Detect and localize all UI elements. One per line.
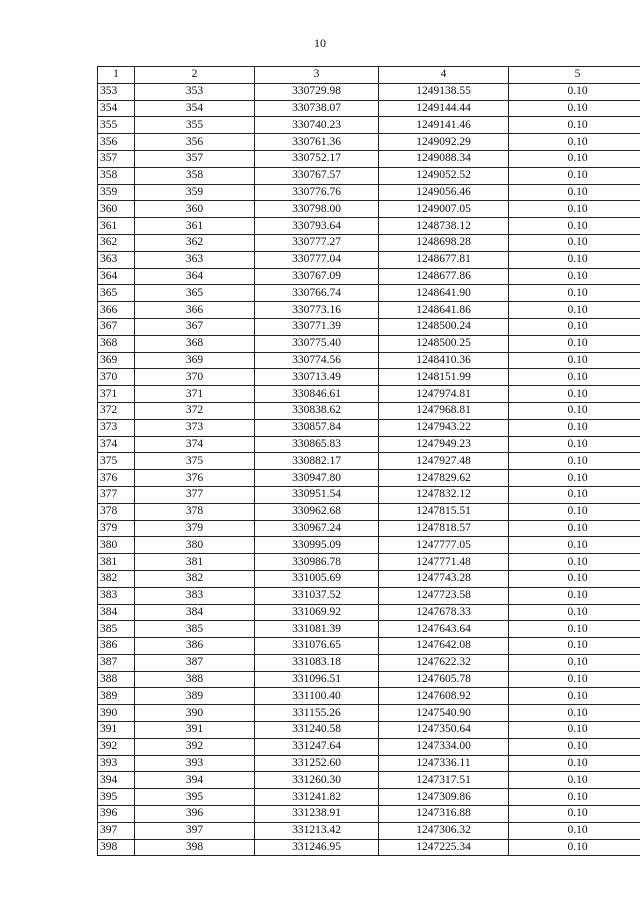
table-cell: 353 <box>98 83 135 100</box>
column-header: 5 <box>509 67 640 84</box>
table-cell: 1247829.62 <box>379 470 509 487</box>
table-cell: 375 <box>98 453 135 470</box>
table-cell: 330798.00 <box>255 201 379 218</box>
table-cell: 385 <box>135 621 255 638</box>
table-cell: 331096.51 <box>255 671 379 688</box>
table-row <box>98 654 640 671</box>
table-row <box>98 755 640 772</box>
table-cell: 361 <box>135 218 255 235</box>
table-cell: 398 <box>98 839 135 856</box>
table-cell: 379 <box>98 520 135 537</box>
table-cell: 374 <box>98 436 135 453</box>
table-cell: 330775.40 <box>255 335 379 352</box>
table-cell: 384 <box>98 604 135 621</box>
table-cell: 391 <box>98 722 135 739</box>
table-cell: 0.10 <box>509 386 640 403</box>
table-cell: 0.10 <box>509 806 640 823</box>
table-cell: 377 <box>98 486 135 503</box>
table-cell: 366 <box>98 302 135 319</box>
table-cell: 0.10 <box>509 83 640 100</box>
table-row <box>98 402 640 419</box>
table-cell: 331252.60 <box>255 755 379 772</box>
table-cell: 0.10 <box>509 436 640 453</box>
table-cell: 331083.18 <box>255 654 379 671</box>
table-cell: 377 <box>135 486 255 503</box>
table-cell: 1248677.86 <box>379 268 509 285</box>
table-cell: 1247771.48 <box>379 554 509 571</box>
table-cell: 372 <box>98 402 135 419</box>
table-cell: 330713.49 <box>255 369 379 386</box>
table-cell: 0.10 <box>509 201 640 218</box>
table-cell: 375 <box>135 453 255 470</box>
table-cell: 0.10 <box>509 302 640 319</box>
table-row <box>98 285 640 302</box>
table-cell: 331155.26 <box>255 705 379 722</box>
table-cell: 1247643.64 <box>379 621 509 638</box>
table-cell: 376 <box>135 470 255 487</box>
table-cell: 0.10 <box>509 621 640 638</box>
table-cell: 331076.65 <box>255 638 379 655</box>
table-cell: 1249092.29 <box>379 134 509 151</box>
table-row <box>98 486 640 503</box>
table-cell: 0.10 <box>509 503 640 520</box>
table-row <box>98 789 640 806</box>
table-row <box>98 268 640 285</box>
table-cell: 0.10 <box>509 234 640 251</box>
table-cell: 363 <box>98 251 135 268</box>
table-cell: 0.10 <box>509 117 640 134</box>
table-cell: 331100.40 <box>255 688 379 705</box>
table-row <box>98 604 640 621</box>
table-cell: 0.10 <box>509 772 640 789</box>
table-cell: 330951.54 <box>255 486 379 503</box>
table-cell: 395 <box>98 789 135 806</box>
table-cell: 330771.39 <box>255 318 379 335</box>
table-row <box>98 470 640 487</box>
column-header: 3 <box>255 67 379 84</box>
table-cell: 392 <box>98 738 135 755</box>
table-cell: 361 <box>98 218 135 235</box>
table-cell: 0.10 <box>509 268 640 285</box>
table-cell: 396 <box>98 806 135 823</box>
table-cell: 389 <box>135 688 255 705</box>
table-cell: 0.10 <box>509 822 640 839</box>
table-cell: 330962.68 <box>255 503 379 520</box>
table-cell: 330967.24 <box>255 520 379 537</box>
table-row <box>98 738 640 755</box>
table-cell: 331037.52 <box>255 587 379 604</box>
table-cell: 1247350.64 <box>379 722 509 739</box>
table-cell: 1248698.28 <box>379 234 509 251</box>
table-cell: 368 <box>135 335 255 352</box>
table-row <box>98 638 640 655</box>
table-cell: 0.10 <box>509 671 640 688</box>
table-cell: 386 <box>98 638 135 655</box>
table-cell: 331069.92 <box>255 604 379 621</box>
table-cell: 356 <box>98 134 135 151</box>
table-cell: 1247968.81 <box>379 402 509 419</box>
table-cell: 370 <box>98 369 135 386</box>
table-cell: 1247943.22 <box>379 419 509 436</box>
table-cell: 1247815.51 <box>379 503 509 520</box>
column-header: 2 <box>135 67 255 84</box>
table-cell: 0.10 <box>509 419 640 436</box>
table-cell: 360 <box>135 201 255 218</box>
table-cell: 1249144.44 <box>379 100 509 117</box>
table-cell: 353 <box>135 83 255 100</box>
table-cell: 384 <box>135 604 255 621</box>
table-row <box>98 806 640 823</box>
column-header: 1 <box>98 67 135 84</box>
column-header: 4 <box>379 67 509 84</box>
table-cell: 1247777.05 <box>379 537 509 554</box>
table-cell: 367 <box>98 318 135 335</box>
table-row <box>98 587 640 604</box>
table-cell: 0.10 <box>509 722 640 739</box>
table-cell: 382 <box>135 570 255 587</box>
table-cell: 0.10 <box>509 134 640 151</box>
table-cell: 357 <box>98 150 135 167</box>
table-cell: 1248641.86 <box>379 302 509 319</box>
table-header-row <box>98 67 640 84</box>
table-cell: 0.10 <box>509 402 640 419</box>
table-cell: 392 <box>135 738 255 755</box>
table-cell: 357 <box>135 150 255 167</box>
table-cell: 330767.09 <box>255 268 379 285</box>
table-cell: 369 <box>98 352 135 369</box>
table-cell: 394 <box>98 772 135 789</box>
table-cell: 1247743.28 <box>379 570 509 587</box>
table-row <box>98 335 640 352</box>
table-cell: 355 <box>98 117 135 134</box>
table-row <box>98 100 640 117</box>
table-row <box>98 234 640 251</box>
table-body <box>98 83 640 856</box>
table-cell: 391 <box>135 722 255 739</box>
table-cell: 0.10 <box>509 755 640 772</box>
table-cell: 330846.61 <box>255 386 379 403</box>
table-cell: 381 <box>98 554 135 571</box>
table-row <box>98 386 640 403</box>
table-row <box>98 302 640 319</box>
table-cell: 330857.84 <box>255 419 379 436</box>
table-cell: 331260.30 <box>255 772 379 789</box>
table-row <box>98 722 640 739</box>
table-cell: 373 <box>98 419 135 436</box>
table-cell: 383 <box>98 587 135 604</box>
table-cell: 1247832.12 <box>379 486 509 503</box>
table-cell: 1247605.78 <box>379 671 509 688</box>
table-cell: 1248151.99 <box>379 369 509 386</box>
table-cell: 330752.17 <box>255 150 379 167</box>
table-row <box>98 167 640 184</box>
table-cell: 0.10 <box>509 570 640 587</box>
table-cell: 398 <box>135 839 255 856</box>
table-cell: 388 <box>98 671 135 688</box>
table-cell: 373 <box>135 419 255 436</box>
table-cell: 370 <box>135 369 255 386</box>
table-cell: 387 <box>98 654 135 671</box>
table-row <box>98 822 640 839</box>
table-cell: 331081.39 <box>255 621 379 638</box>
table-row <box>98 369 640 386</box>
table-cell: 396 <box>135 806 255 823</box>
table-cell: 330838.62 <box>255 402 379 419</box>
table-row <box>98 705 640 722</box>
table-cell: 388 <box>135 671 255 688</box>
table-cell: 371 <box>135 386 255 403</box>
table-cell: 1248677.81 <box>379 251 509 268</box>
coordinates-table <box>97 66 640 856</box>
table-cell: 394 <box>135 772 255 789</box>
table-cell: 330882.17 <box>255 453 379 470</box>
table-cell: 1249052.52 <box>379 167 509 184</box>
table-cell: 365 <box>135 285 255 302</box>
table-cell: 397 <box>135 822 255 839</box>
table-cell: 381 <box>135 554 255 571</box>
table-cell: 1247678.33 <box>379 604 509 621</box>
table-cell: 1247309.86 <box>379 789 509 806</box>
table-cell: 380 <box>135 537 255 554</box>
table-row <box>98 537 640 554</box>
table-cell: 330947.80 <box>255 470 379 487</box>
table-row <box>98 83 640 100</box>
table-cell: 1247642.08 <box>379 638 509 655</box>
table-cell: 386 <box>135 638 255 655</box>
table-cell: 330777.27 <box>255 234 379 251</box>
table-cell: 354 <box>98 100 135 117</box>
table-cell: 330774.56 <box>255 352 379 369</box>
table-cell: 1247306.32 <box>379 822 509 839</box>
table-cell: 378 <box>135 503 255 520</box>
table-cell: 1249141.46 <box>379 117 509 134</box>
table-cell: 1247336.11 <box>379 755 509 772</box>
table-cell: 330740.23 <box>255 117 379 134</box>
table-cell: 1248500.24 <box>379 318 509 335</box>
table-cell: 356 <box>135 134 255 151</box>
table-row <box>98 688 640 705</box>
table-row <box>98 419 640 436</box>
table-cell: 1248410.36 <box>379 352 509 369</box>
table-cell: 369 <box>135 352 255 369</box>
table-row <box>98 570 640 587</box>
table-cell: 1247927.48 <box>379 453 509 470</box>
table-cell: 0.10 <box>509 100 640 117</box>
table-cell: 0.10 <box>509 470 640 487</box>
table-row <box>98 671 640 688</box>
table-cell: 365 <box>98 285 135 302</box>
table-cell: 359 <box>135 184 255 201</box>
table-cell: 363 <box>135 251 255 268</box>
table-cell: 1249088.34 <box>379 150 509 167</box>
table-cell: 330776.76 <box>255 184 379 201</box>
table-cell: 331238.91 <box>255 806 379 823</box>
table-cell: 1247334.00 <box>379 738 509 755</box>
table-cell: 378 <box>98 503 135 520</box>
table-row <box>98 117 640 134</box>
table-cell: 1249056.46 <box>379 184 509 201</box>
table-cell: 372 <box>135 402 255 419</box>
table-cell: 382 <box>98 570 135 587</box>
table-cell: 0.10 <box>509 537 640 554</box>
table-cell: 1247818.57 <box>379 520 509 537</box>
table-row <box>98 503 640 520</box>
table-cell: 0.10 <box>509 638 640 655</box>
table-cell: 0.10 <box>509 688 640 705</box>
table-cell: 364 <box>98 268 135 285</box>
table-cell: 1247540.90 <box>379 705 509 722</box>
table-cell: 0.10 <box>509 167 640 184</box>
table-row <box>98 184 640 201</box>
table-cell: 0.10 <box>509 335 640 352</box>
table-cell: 0.10 <box>509 604 640 621</box>
table-cell: 1247225.34 <box>379 839 509 856</box>
table-cell: 355 <box>135 117 255 134</box>
table-cell: 364 <box>135 268 255 285</box>
table-cell: 0.10 <box>509 184 640 201</box>
table-cell: 1248738.12 <box>379 218 509 235</box>
table-cell: 330738.07 <box>255 100 379 117</box>
table-cell: 1248641.90 <box>379 285 509 302</box>
table-cell: 331246.95 <box>255 839 379 856</box>
table-cell: 359 <box>98 184 135 201</box>
table-cell: 1249007.05 <box>379 201 509 218</box>
table-cell: 331005.69 <box>255 570 379 587</box>
table-cell: 330777.04 <box>255 251 379 268</box>
table-cell: 358 <box>98 167 135 184</box>
table-cell: 390 <box>98 705 135 722</box>
table-cell: 0.10 <box>509 486 640 503</box>
table-cell: 0.10 <box>509 352 640 369</box>
table-cell: 0.10 <box>509 789 640 806</box>
table-cell: 330865.83 <box>255 436 379 453</box>
table-cell: 330995.09 <box>255 537 379 554</box>
table-row <box>98 621 640 638</box>
table-cell: 330729.98 <box>255 83 379 100</box>
table-cell: 387 <box>135 654 255 671</box>
table-cell: 0.10 <box>509 554 640 571</box>
table-cell: 376 <box>98 470 135 487</box>
table-cell: 1247316.88 <box>379 806 509 823</box>
table-cell: 380 <box>98 537 135 554</box>
table-cell: 330767.57 <box>255 167 379 184</box>
table-cell: 393 <box>98 755 135 772</box>
table-row <box>98 134 640 151</box>
table-cell: 354 <box>135 100 255 117</box>
table-cell: 0.10 <box>509 520 640 537</box>
table-cell: 0.10 <box>509 453 640 470</box>
table-row <box>98 453 640 470</box>
table-cell: 0.10 <box>509 285 640 302</box>
table-cell: 397 <box>98 822 135 839</box>
table-cell: 0.10 <box>509 654 640 671</box>
table-row <box>98 839 640 856</box>
table-cell: 0.10 <box>509 705 640 722</box>
table-row <box>98 772 640 789</box>
table-cell: 331213.42 <box>255 822 379 839</box>
table-row <box>98 352 640 369</box>
table-row <box>98 520 640 537</box>
table-cell: 395 <box>135 789 255 806</box>
table-row <box>98 251 640 268</box>
table-cell: 330986.78 <box>255 554 379 571</box>
table-cell: 1247723.58 <box>379 587 509 604</box>
table-cell: 330766.74 <box>255 285 379 302</box>
table-cell: 374 <box>135 436 255 453</box>
table-cell: 358 <box>135 167 255 184</box>
table-cell: 0.10 <box>509 251 640 268</box>
table-row <box>98 218 640 235</box>
table-cell: 0.10 <box>509 318 640 335</box>
table-cell: 362 <box>135 234 255 251</box>
table-cell: 0.10 <box>509 369 640 386</box>
table-cell: 0.10 <box>509 738 640 755</box>
table-cell: 360 <box>98 201 135 218</box>
page-number: 10 <box>314 36 326 50</box>
table-cell: 371 <box>98 386 135 403</box>
table-row <box>98 436 640 453</box>
table-row <box>98 201 640 218</box>
table-cell: 1247317.51 <box>379 772 509 789</box>
table-cell: 330773.16 <box>255 302 379 319</box>
table-cell: 0.10 <box>509 218 640 235</box>
table-cell: 368 <box>98 335 135 352</box>
table-cell: 393 <box>135 755 255 772</box>
table-cell: 0.10 <box>509 587 640 604</box>
table-row <box>98 150 640 167</box>
table-cell: 1247949.23 <box>379 436 509 453</box>
table-cell: 330761.36 <box>255 134 379 151</box>
table-cell: 366 <box>135 302 255 319</box>
table-cell: 1247622.32 <box>379 654 509 671</box>
table-cell: 331241.82 <box>255 789 379 806</box>
table-cell: 1248500.25 <box>379 335 509 352</box>
table-cell: 331240.58 <box>255 722 379 739</box>
table-cell: 383 <box>135 587 255 604</box>
table-cell: 1247608.92 <box>379 688 509 705</box>
table-row <box>98 318 640 335</box>
table-cell: 367 <box>135 318 255 335</box>
table-cell: 362 <box>98 234 135 251</box>
table-cell: 389 <box>98 688 135 705</box>
table-cell: 331247.64 <box>255 738 379 755</box>
table-cell: 0.10 <box>509 839 640 856</box>
table-cell: 1249138.55 <box>379 83 509 100</box>
table-cell: 1247974.81 <box>379 386 509 403</box>
table-cell: 0.10 <box>509 150 640 167</box>
table-cell: 330793.64 <box>255 218 379 235</box>
table-cell: 379 <box>135 520 255 537</box>
table-cell: 390 <box>135 705 255 722</box>
table-cell: 385 <box>98 621 135 638</box>
table-row <box>98 554 640 571</box>
